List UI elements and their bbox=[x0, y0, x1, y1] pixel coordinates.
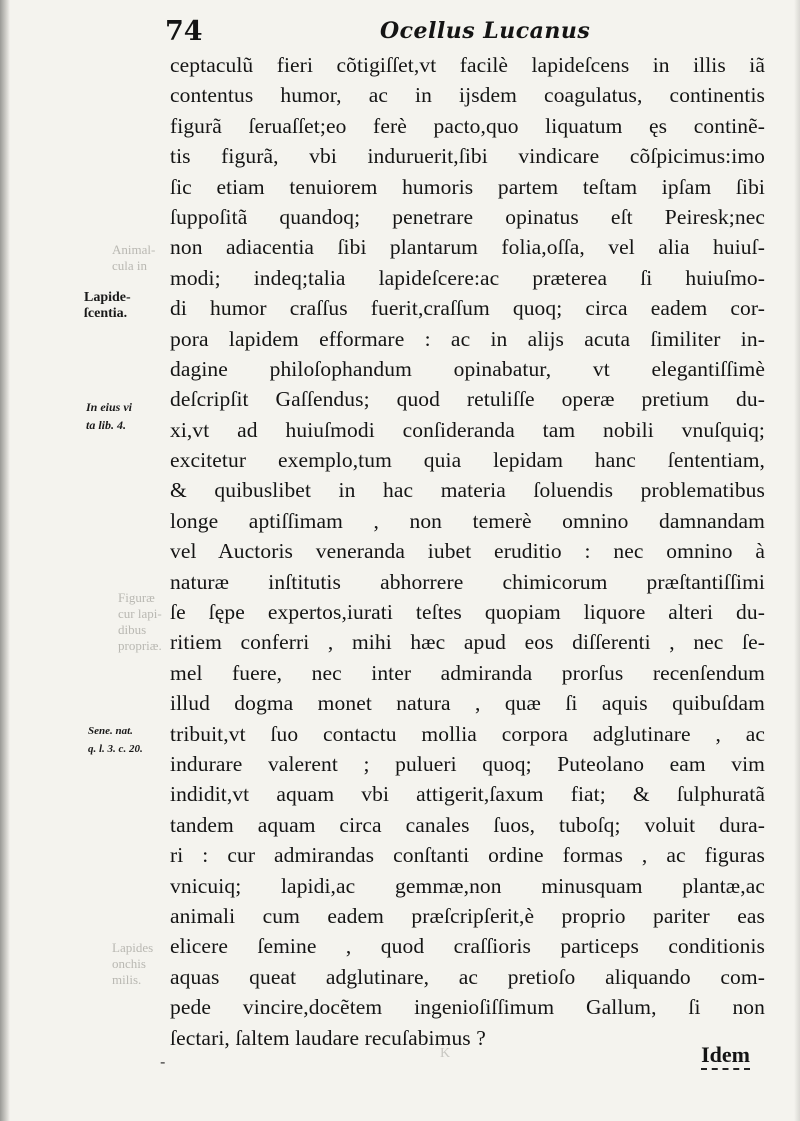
text-line: contentus humor, ac in ijsdem coagulatus, continentis bbox=[170, 83, 765, 108]
text-line: elicere ſemine , quod craſſioris particeps conditionis bbox=[170, 934, 765, 959]
bleed-through-middle: Figuræ cur lapi- dibus propriæ. bbox=[118, 590, 162, 653]
text-line: tis figurã, vbi induruerit,ſibi vindicare cõſpicimus:imo bbox=[170, 144, 765, 169]
text-line: ceptaculũ fieri cõtigiſſet,vt facilè lapideſcens in illis iã bbox=[170, 53, 765, 77]
text-line: indurare valerent ; pulueri quoq; Puteolano eam vim bbox=[170, 751, 765, 776]
text-line: indidit,vt aquam vbi attigerit,ſaxum fiat; & ſulphuratã bbox=[170, 782, 765, 807]
text-line: illud dogma monet natura , quæ ſi aquis quibuſdam bbox=[170, 691, 765, 716]
bleed-through-top: Animal- cula in bbox=[112, 242, 156, 273]
text-line: tandem aquam circa canales ſuos, tuboſq; voluit dura- bbox=[170, 812, 765, 837]
text-line: ſe ſępe expertos,iurati teſtes quopiam liquore alteri du- bbox=[170, 600, 765, 625]
catchword: Idem bbox=[701, 1042, 750, 1070]
text-line: pede vincire,docẽtem ingenioſiſſimum Gallum, ſi non bbox=[170, 995, 765, 1020]
text-line: animali cum eadem præſcripſerit,è proprio pariter eas bbox=[170, 903, 765, 928]
dash-mark: - bbox=[160, 1052, 166, 1071]
text-line: vnicuiq; lapidi,ac gemmæ,non minusquam plantæ,ac bbox=[170, 873, 765, 898]
page-edge bbox=[794, 0, 800, 1121]
text-line: naturæ inſtitutis abhorrere chimicorum præſtantiſſimi bbox=[170, 569, 765, 594]
text-line: ri : cur admirandas conſtanti ordine formas , ac figuras bbox=[170, 843, 765, 868]
text-line: vel Auctoris veneranda iubet eruditio : nec omnino à bbox=[170, 539, 765, 564]
text-line: tribuit,vt ſuo contactu mollia corpora adglutinare , ac bbox=[170, 721, 765, 746]
margin-note-lapidescentia: Lapide- ſcentia. bbox=[84, 290, 131, 321]
book-gutter bbox=[0, 0, 10, 1121]
text-line: deſcripſit Gaſſendus; quod retuliſſe operæ pretium du- bbox=[170, 387, 765, 412]
running-head bbox=[165, 12, 765, 52]
text-line: aquas queat adglutinare, ac pretioſo aliquando com- bbox=[170, 964, 765, 989]
bleed-through-bottom: Lapides onchis milis. bbox=[112, 940, 154, 987]
text-line: & quibuslibet in hac materia ſoluendis problematibus bbox=[170, 478, 765, 503]
text-line: excitetur exemplo,tum quia lepidam hanc ſententiam, bbox=[170, 448, 765, 473]
text-line: ſuppoſitã quandoq; penetrare opinatus eſt Peiresk;nec bbox=[170, 204, 765, 229]
margin-note-in-eius-vita: In eius vi ta lib. 4. bbox=[86, 400, 133, 432]
text-line: ritiem conferri , mihi hæc apud eos diſſerenti , nec ſe- bbox=[170, 630, 765, 655]
text-line: pora lapidem efformare : ac in alijs acuta ſimiliter in- bbox=[170, 326, 765, 351]
text-line: modi; indeq;talia lapideſcere:ac præterea ſi huiuſmo- bbox=[170, 265, 765, 290]
running-title: Ocellus Lucanus bbox=[380, 18, 591, 44]
margin-note-seneca: Sene. nat. q. l. 3. c. 20. bbox=[88, 725, 143, 755]
body-text bbox=[170, 50, 765, 1053]
text-line: dagine philoſophandum opinabatur, vt elegantiſſimè bbox=[170, 356, 765, 381]
text-line: di humor craſſus fuerit,craſſum quoq; circa eadem cor- bbox=[170, 296, 765, 321]
text-line: non adiacentia ſibi plantarum folia,oſſa, vel alia huiuſ- bbox=[170, 235, 765, 260]
text-line: mel fuere, nec inter admiranda prorſus recenſendum bbox=[170, 660, 765, 685]
signature-mark: K bbox=[440, 1046, 451, 1061]
text-line: xi,vt ad huiuſmodi conſideranda tam nobili vnuſquiq; bbox=[170, 417, 765, 442]
text-line: figurã ſeruaſſet;eo ferè pacto,quo liquatum ęs continẽ- bbox=[170, 113, 765, 138]
text-line: longe aptiſſimam , non temerè omnino damnandam bbox=[170, 508, 765, 533]
page-number: 74 bbox=[165, 16, 203, 47]
text-line: ſic etiam tenuiorem humoris partem teſtam ipſam ſibi bbox=[170, 174, 765, 199]
text-line-last: ſectari, ſaltem laudare recuſabimus ? bbox=[170, 1025, 486, 1050]
